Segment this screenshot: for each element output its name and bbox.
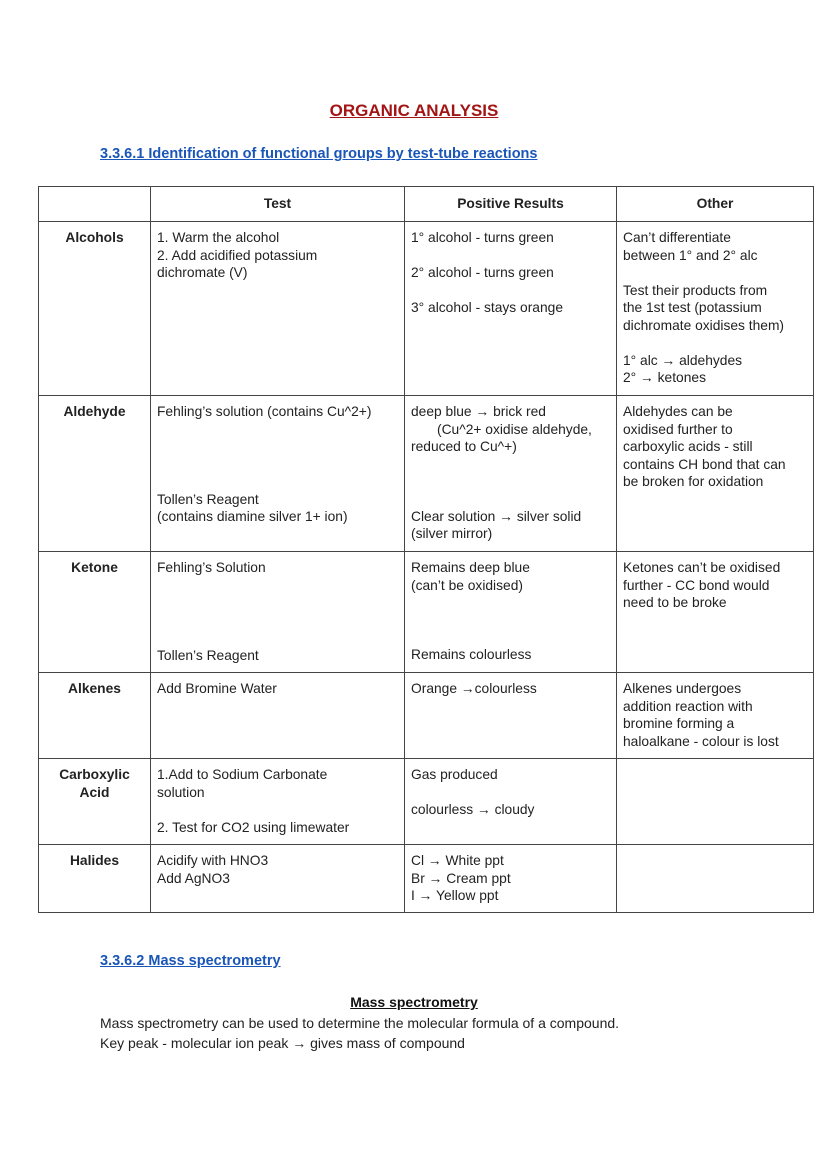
test-line: 1. Warm the alcohol xyxy=(157,230,280,245)
mass-spectrometry-line-1: Mass spectrometry can be used to determine the molecular formula of a compound. xyxy=(100,1015,620,1031)
result-line: deep blue → brick red xyxy=(411,404,546,419)
test-line: Fehling’s solution (contains Cu^2+) xyxy=(157,404,372,419)
test-line: Tollen’s Reagent xyxy=(157,491,259,507)
row-other xyxy=(617,396,814,552)
other-line: Aldehydes can be xyxy=(623,404,733,419)
test-line: Fehling’s Solution xyxy=(157,560,266,575)
table-header-row xyxy=(39,187,814,222)
test-line: 2. Add acidified potassium xyxy=(157,247,318,263)
other-line: need to be broke xyxy=(623,595,727,610)
test-line: 2. Test for CO2 using limewater xyxy=(157,819,350,835)
result-line: Cl → White ppt xyxy=(411,853,504,868)
functional-groups-table xyxy=(38,186,814,913)
result-line: Orange →colourless xyxy=(411,681,537,696)
result-line: colourless → cloudy xyxy=(411,802,535,817)
table-row-halides xyxy=(39,845,814,913)
other-line: the 1st test (potassium xyxy=(623,300,762,315)
row-group xyxy=(39,759,151,845)
result-line: I → Yellow ppt xyxy=(411,888,499,903)
row-results xyxy=(405,552,617,673)
other-line: further - CC bond would xyxy=(623,577,770,593)
header-group xyxy=(39,187,151,222)
other-line: oxidised further to xyxy=(623,421,733,437)
row-group: Alkenes xyxy=(39,673,151,759)
result-line: Br → Cream ppt xyxy=(411,870,511,886)
row-test xyxy=(151,552,405,673)
result-line: Gas produced xyxy=(411,767,498,782)
test-line: dichromate (V) xyxy=(157,265,248,280)
other-line: 2° → ketones xyxy=(623,370,706,385)
other-line: contains CH bond that can xyxy=(623,456,786,472)
header-other: Other xyxy=(617,187,814,222)
result-line: Remains deep blue xyxy=(411,560,530,575)
other-line: Alkenes undergoes xyxy=(623,681,742,696)
result-line: Remains colourless xyxy=(411,647,532,662)
result-line: reduced to Cu^+) xyxy=(411,439,517,454)
other-line: Test their products from xyxy=(623,282,768,298)
row-test xyxy=(151,222,405,396)
other-line: be broken for oxidation xyxy=(623,474,764,489)
row-results xyxy=(405,222,617,396)
test-line: Add Bromine Water xyxy=(157,681,277,696)
test-line: Acidify with HNO3 xyxy=(157,853,269,868)
test-line: 1.Add to Sodium Carbonate xyxy=(157,767,328,782)
row-results xyxy=(405,396,617,552)
other-line: Can’t differentiate xyxy=(623,230,731,245)
result-line: (can’t be oxidised) xyxy=(411,577,523,593)
test-line: solution xyxy=(157,784,205,800)
mass-spectrometry-subheading: Mass spectrometry xyxy=(350,994,478,1010)
result-line: (Cu^2+ oxidise aldehyde, xyxy=(437,421,592,437)
other-line: 1° alc → aldehydes xyxy=(623,352,743,368)
test-line: Tollen’s Reagent xyxy=(157,647,259,663)
row-test xyxy=(151,673,405,759)
row-test xyxy=(151,396,405,552)
table-row-aldehyde xyxy=(39,396,814,552)
row-other xyxy=(617,552,814,673)
section-heading-functional-groups: 3.3.6.1 Identification of functional groups by test-tube reactions xyxy=(100,146,538,162)
row-test xyxy=(151,845,405,913)
table-row-alcohols xyxy=(39,222,814,396)
row-group: Alcohols xyxy=(39,222,151,396)
mass-spectrometry-line-2: Key peak - molecular ion peak → gives mass of compound xyxy=(100,1035,465,1051)
other-line: between 1° and 2° alc xyxy=(623,247,758,263)
row-other xyxy=(617,845,814,913)
other-line: haloalkane - colour is lost xyxy=(623,733,779,749)
row-group: Aldehyde xyxy=(39,396,151,552)
row-other xyxy=(617,759,814,845)
row-other xyxy=(617,222,814,396)
row-results xyxy=(405,845,617,913)
table-row-ketone xyxy=(39,552,814,673)
page-title: ORGANIC ANALYSIS xyxy=(329,101,499,120)
other-line: addition reaction with xyxy=(623,698,753,714)
row-other xyxy=(617,673,814,759)
other-line: dichromate oxidises them) xyxy=(623,317,785,333)
section-heading-mass-spectrometry: 3.3.6.2 Mass spectrometry xyxy=(100,953,281,969)
result-line: Clear solution → silver solid xyxy=(411,508,582,524)
table-row-alkenes xyxy=(39,673,814,759)
result-line: (silver mirror) xyxy=(411,526,493,541)
row-results xyxy=(405,759,617,845)
group-line: Acid xyxy=(79,784,110,800)
result-line: 3° alcohol - stays orange xyxy=(411,300,564,315)
table-row-carboxylic-acid xyxy=(39,759,814,845)
group-line: Carboxylic xyxy=(59,767,130,782)
result-line: 2° alcohol - turns green xyxy=(411,265,554,280)
row-group: Halides xyxy=(39,845,151,913)
result-line: 1° alcohol - turns green xyxy=(411,230,554,245)
row-group: Ketone xyxy=(39,552,151,673)
other-line: carboxylic acids - still xyxy=(623,439,753,454)
header-results: Positive Results xyxy=(405,187,617,222)
other-line: bromine forming a xyxy=(623,716,735,731)
header-test: Test xyxy=(151,187,405,222)
test-line: (contains diamine silver 1+ ion) xyxy=(157,509,348,524)
test-line: Add AgNO3 xyxy=(157,870,230,886)
row-test xyxy=(151,759,405,845)
other-line: Ketones can’t be oxidised xyxy=(623,560,781,575)
row-results xyxy=(405,673,617,759)
